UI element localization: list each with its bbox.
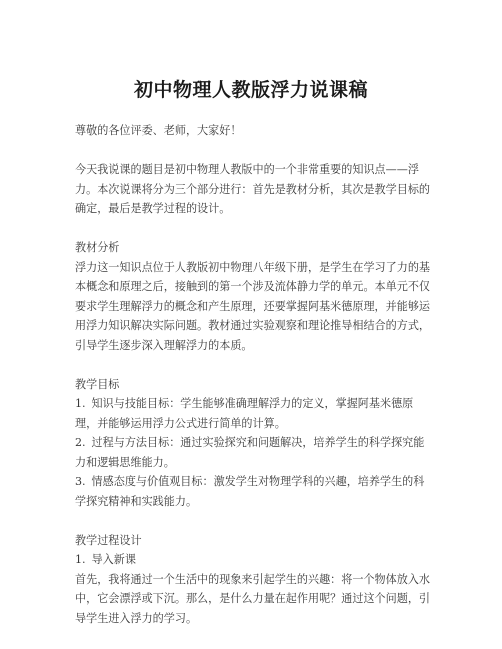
goal-item [75, 433, 430, 472]
greeting-paragraph: 尊敬的各位评委、老师，大家好！ [75, 124, 242, 137]
textbook-analysis-paragraph: 浮力这一知识点位于人教版初中物理八年级下册，是学生在学习了力的基本概念和原理之后，接触到的第一个涉及流体静力学的单元。本单元不仅要求学生理解浮力的概念和产生原理，还要掌握阿基米德原理，并能够运用浮力知识解决实际问题。教材通过实验观察和理论推导相结合的方式，引导学生逐步深入理解浮力的本质。 [75, 260, 431, 352]
goal-number: 3. [75, 475, 86, 488]
subsection-heading-intro [75, 550, 430, 570]
document-body [75, 121, 430, 628]
goal-text: 知识与技能目标：学生能够准确理解浮力的定义，掌握阿基米德原理，并能够运用浮力公式进行简单的计算。 [75, 397, 414, 430]
subsection-title: 导入新课 [91, 553, 136, 566]
document-title: 初中物理人教版浮力说课稿 [133, 79, 368, 101]
goal-text: 情感态度与价值观目标：激发学生对物理学科的兴趣，培养学生的科学探究精神和实践能力。 [75, 475, 425, 508]
subsection-number: 1. [75, 553, 86, 566]
goal-number: 2. [75, 436, 86, 449]
goal-item [75, 394, 430, 433]
section-heading-textbook-analysis: 教材分析 [75, 241, 120, 254]
intro-paragraph: 今天我说课的题目是初中物理人教版中的一个非常重要的知识点——浮力。本次说课将分为三个部分进行：首先是教材分析，其次是教学目标的确定，最后是教学过程的设计。 [75, 163, 431, 215]
teaching-process-paragraph: 首先，我将通过一个生活中的现象来引起学生的兴趣：将一个物体放入水中，它会漂浮或下沉。那么，是什么力量在起作用呢？通过这个问题，引导学生进入浮力的学习。 [75, 572, 431, 625]
section-heading-teaching-process: 教学过程设计 [75, 533, 142, 547]
section-heading-teaching-goals: 教学目标 [75, 377, 120, 391]
goal-item [75, 472, 430, 511]
goal-number: 1. [75, 397, 86, 410]
goal-text: 过程与方法目标：通过实验探究和问题解决，培养学生的科学探究能力和逻辑思维能力。 [75, 436, 425, 469]
